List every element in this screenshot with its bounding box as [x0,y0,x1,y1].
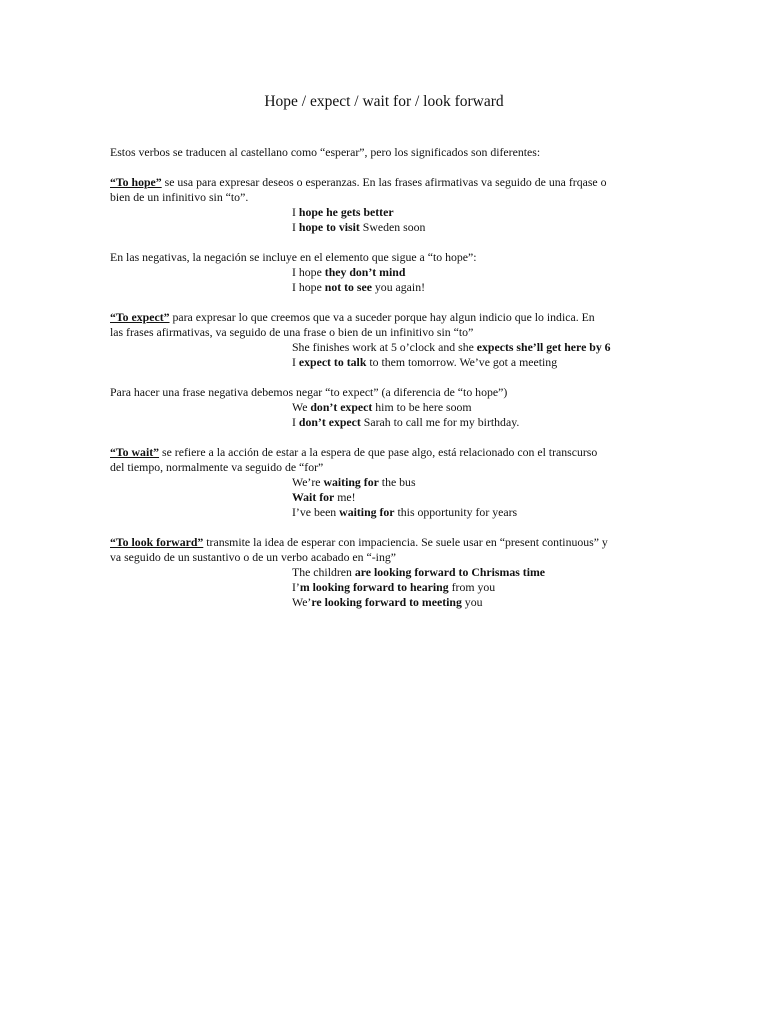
example-highlight: they don’t mind [324,265,406,279]
example-text: you again! [371,280,426,294]
example-highlight: re looking forward to meeting [311,595,462,609]
example-highlight: hope he gets better [298,205,394,219]
example-highlight: hope to visit [298,220,360,234]
look-example-2 [292,580,662,595]
document-body [110,145,662,610]
wait-example-3 [292,505,662,520]
hope-example-4 [292,280,662,295]
example-text: I hope [292,265,325,279]
example-text: I [292,220,299,234]
look-desc-line1: transmite la idea de esperar con impaciencia. Se suele usar en “present continuous” y [203,535,608,549]
example-text: him to be here soom [372,400,472,414]
wait-example-1 [292,475,662,490]
spacer [110,295,662,310]
wait-term: “To wait” [110,445,160,459]
example-text: Sweden soon [359,220,426,234]
example-text: I’ve been [292,505,340,519]
wait-desc-line2: del tiempo, normalmente va seguido de “for” [110,460,324,474]
hope-example-2 [292,220,662,235]
example-text: We’ [292,595,312,609]
example-text: The children [292,565,355,579]
example-text: I [292,205,299,219]
example-highlight: m looking forward to hearing [299,580,449,594]
spacer [110,430,662,445]
page-title: Hope / expect / wait for / look forward [264,93,504,110]
example-highlight: waiting for [323,475,379,489]
example-text: you [461,595,483,609]
example-text: to them tomorrow. We’ve got a meeting [366,355,558,369]
example-highlight: expect to talk [298,355,367,369]
example-highlight: expects she’ll get here by 6 [476,340,611,354]
example-highlight: don’t expect [310,400,373,414]
example-text: me! [334,490,356,504]
hope-negative-intro: En las negativas, la negación se incluye en el elemento que sigue a “to hope”: [110,250,477,264]
hope-description [110,175,662,190]
look-term: “To look forward” [110,535,204,549]
example-highlight: are looking forward to Chrismas time [354,565,546,579]
example-highlight: Wait for [292,490,335,504]
hope-desc-line1: se usa para expresar deseos o esperanzas. En las frases afirmativas va seguido de una frqase o [161,175,607,189]
spacer [110,370,662,385]
example-text: We’re [292,475,324,489]
hope-example-1 [292,205,662,220]
example-text: I’ [292,580,300,594]
example-text: from you [448,580,496,594]
look-desc-line2: va seguido de un sustantivo o de un verbo acabado en “-ing” [110,550,396,564]
expect-desc-line1: para expresar lo que creemos que va a suceder porque hay algun indicio que lo indica. En [169,310,595,324]
look-example-3 [292,595,662,610]
spacer [110,520,662,535]
example-text: We [292,400,311,414]
wait-example-2 [292,490,662,505]
intro-paragraph: Estos verbos se traducen al castellano como “esperar”, pero los significados son diferentes: [110,145,541,159]
example-text: I hope [292,280,325,294]
example-highlight: don’t expect [298,415,361,429]
hope-desc-line2: bien de un infinitivo sin “to”. [110,190,249,204]
example-highlight: waiting for [339,505,395,519]
look-description [110,535,662,550]
expect-term: “To expect” [110,310,170,324]
expect-example-3 [292,400,662,415]
example-text: I [292,355,299,369]
example-text: Sarah to call me for my birthday. [360,415,520,429]
example-text: the bus [378,475,416,489]
expect-desc-line2: las frases afirmativas, va seguido de una frase o bien de un infinitivo sin “to” [110,325,474,339]
expect-negative-intro: Para hacer una frase negativa debemos negar “to expect” (a diferencia de “to hope”) [110,385,508,399]
example-text: She finishes work at 5 o’clock and she [292,340,477,354]
expect-example-1 [292,340,662,355]
wait-description [110,445,662,460]
expect-example-4 [292,415,662,430]
wait-desc-line1: se refiere a la acción de estar a la espera de que pase algo, está relacionado con el transcurso [159,445,598,459]
example-text: this opportunity for years [394,505,518,519]
example-text: I [292,415,299,429]
expect-description [110,310,662,325]
spacer [110,235,662,250]
hope-term: “To hope” [110,175,162,189]
look-example-1 [292,565,662,580]
example-highlight: not to see [324,280,372,294]
hope-example-3 [292,265,662,280]
spacer [110,160,662,175]
expect-example-2 [292,355,662,370]
